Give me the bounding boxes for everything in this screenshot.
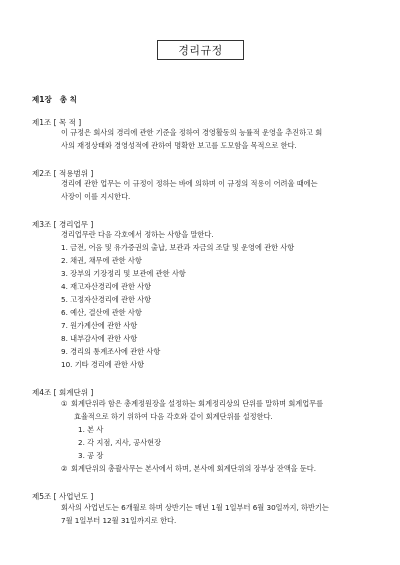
article-4-sub-item: 3. 공 장	[78, 451, 104, 460]
chapter-heading	[32, 94, 77, 105]
article-4-heading: 제4조 [ 회계단위 ]	[32, 388, 94, 397]
article-1-line-2: 사의 재정상태와 경영성적에 관하여 명확한 보고를 도모함을 목적으로 한다.	[61, 141, 297, 150]
article-1-heading: 제1조 [ 목 적 ]	[32, 118, 82, 127]
article-3-item: 10. 기타 경리에 관한 사항	[61, 360, 145, 369]
article-4-sub-item: 2. 각 지점, 지사, 공사현장	[78, 438, 162, 447]
document-title: 경리규정	[157, 40, 244, 60]
article-5-line-1: 회사의 사업년도는 6개월로 하며 상반기는 매년 1월 1일부터 6월 30일까지, 하반기는	[61, 503, 329, 512]
article-3-item: 3. 장부의 기장정리 및 보관에 관한 사항	[61, 269, 186, 278]
article-3-item: 9. 경리의 통계조사에 관한 사항	[61, 347, 161, 356]
article-2-line-2: 사장이 이를 지시한다.	[61, 192, 131, 201]
item-marker-1: ①	[61, 399, 68, 408]
article-3-item: 5. 고정자산경리에 관한 사항	[61, 295, 152, 304]
article-4-item-1-line-2: 효율적으로 하기 위하여 다음 각호와 같이 회계단위를 설정한다.	[74, 412, 273, 421]
article-3-item: 8. 내부감사에 관한 사항	[61, 334, 138, 343]
article-5-line-2: 7월 1일부터 12월 31일까지로 한다.	[61, 516, 177, 525]
chapter-number: 제1장	[32, 95, 52, 104]
article-4-sub-item: 1. 본 사	[78, 425, 104, 434]
article-3-item: 4. 재고자산경리에 관한 사항	[61, 282, 152, 291]
item-marker-2: ②	[61, 464, 68, 473]
article-3-item: 2. 채권, 채무에 관한 사항	[61, 256, 142, 265]
article-1-line-1: 이 규정은 회사의 경리에 관한 기준을 정하여 경영활동의 능률적 운영을 추진하고 회	[61, 128, 323, 137]
article-2-line-1: 경리에 관한 업무는 이 규정이 정하는 바에 의하며 이 규정의 적용이 어려울 때에는	[61, 179, 318, 188]
article-3-item: 6. 예산, 결산에 관한 사항	[61, 308, 142, 317]
article-3-item: 1. 금전, 어음 및 유가증권의 출납, 보관과 자금의 조달 및 운영에 관한 사항	[61, 243, 295, 252]
article-3-heading: 제3조 [ 경리업무 ]	[32, 220, 94, 229]
article-5-heading: 제5조 [ 사업년도 ]	[32, 492, 94, 501]
article-3-intro: 경리업무란 다음 각호에서 정하는 사항을 말한다.	[61, 230, 214, 239]
article-4-item-1-line-1: ① 회계단위라 함은 총계정원장을 설정하는 회계정리상의 단위를 말하며 회계업무를	[61, 399, 324, 408]
article-3-item: 7. 원가계산에 관한 사항	[61, 321, 138, 330]
chapter-name: 총 칙	[59, 95, 77, 104]
article-2-heading: 제2조 [ 적용범위 ]	[32, 169, 94, 178]
article-4-item-2: ② 회계단위의 총괄사무는 본사에서 하며, 본사에 회계단위의 장부상 잔액을 둔다.	[61, 464, 317, 473]
